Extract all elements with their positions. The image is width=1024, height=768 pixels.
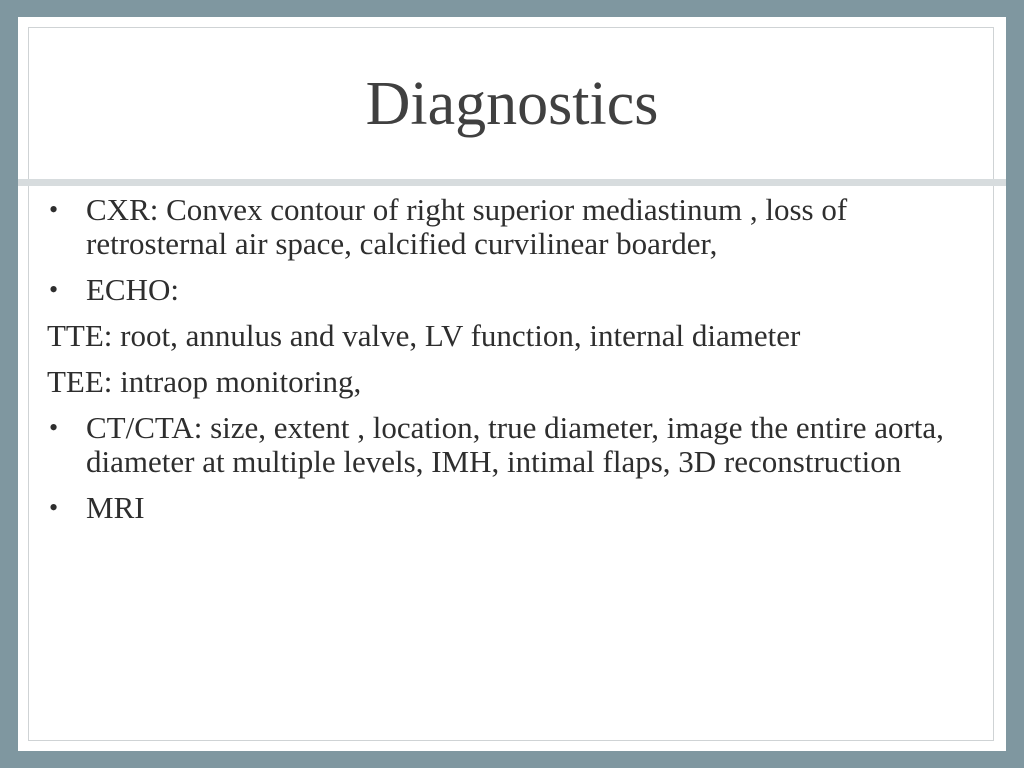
paragraph-text: TEE: intraop monitoring, [47,364,362,399]
bullet-icon: • [49,195,59,224]
bullet-icon: • [49,275,59,304]
bullet-item-mri [46,491,986,525]
bullet-icon: • [49,493,59,522]
slide [18,17,1006,751]
bullet-text: ECHO: [86,272,179,307]
bullet-icon: • [49,413,59,442]
slide-title: Diagnostics [365,70,659,138]
bullet-item-ct-cta [46,411,986,479]
title-area [18,17,1006,179]
text-item-tee [46,365,986,399]
bullet-text: MRI [86,490,145,525]
bullet-item-cxr [46,193,986,261]
bullet-text: CXR: Convex contour of right superior mediastinum , loss of retrosternal air space, calcified curvilinear boarder, [86,192,848,261]
title-divider [18,179,1006,186]
text-item-tte [46,319,986,353]
bullet-item-echo [46,273,986,307]
slide-content [46,193,986,537]
paragraph-text: TTE: root, annulus and valve, LV function, internal diameter [47,318,801,353]
bullet-text: CT/CTA: size, extent , location, true diameter, image the entire aorta, diameter at multiple levels, IMH, intimal flaps, 3D reconstruction [86,410,944,479]
